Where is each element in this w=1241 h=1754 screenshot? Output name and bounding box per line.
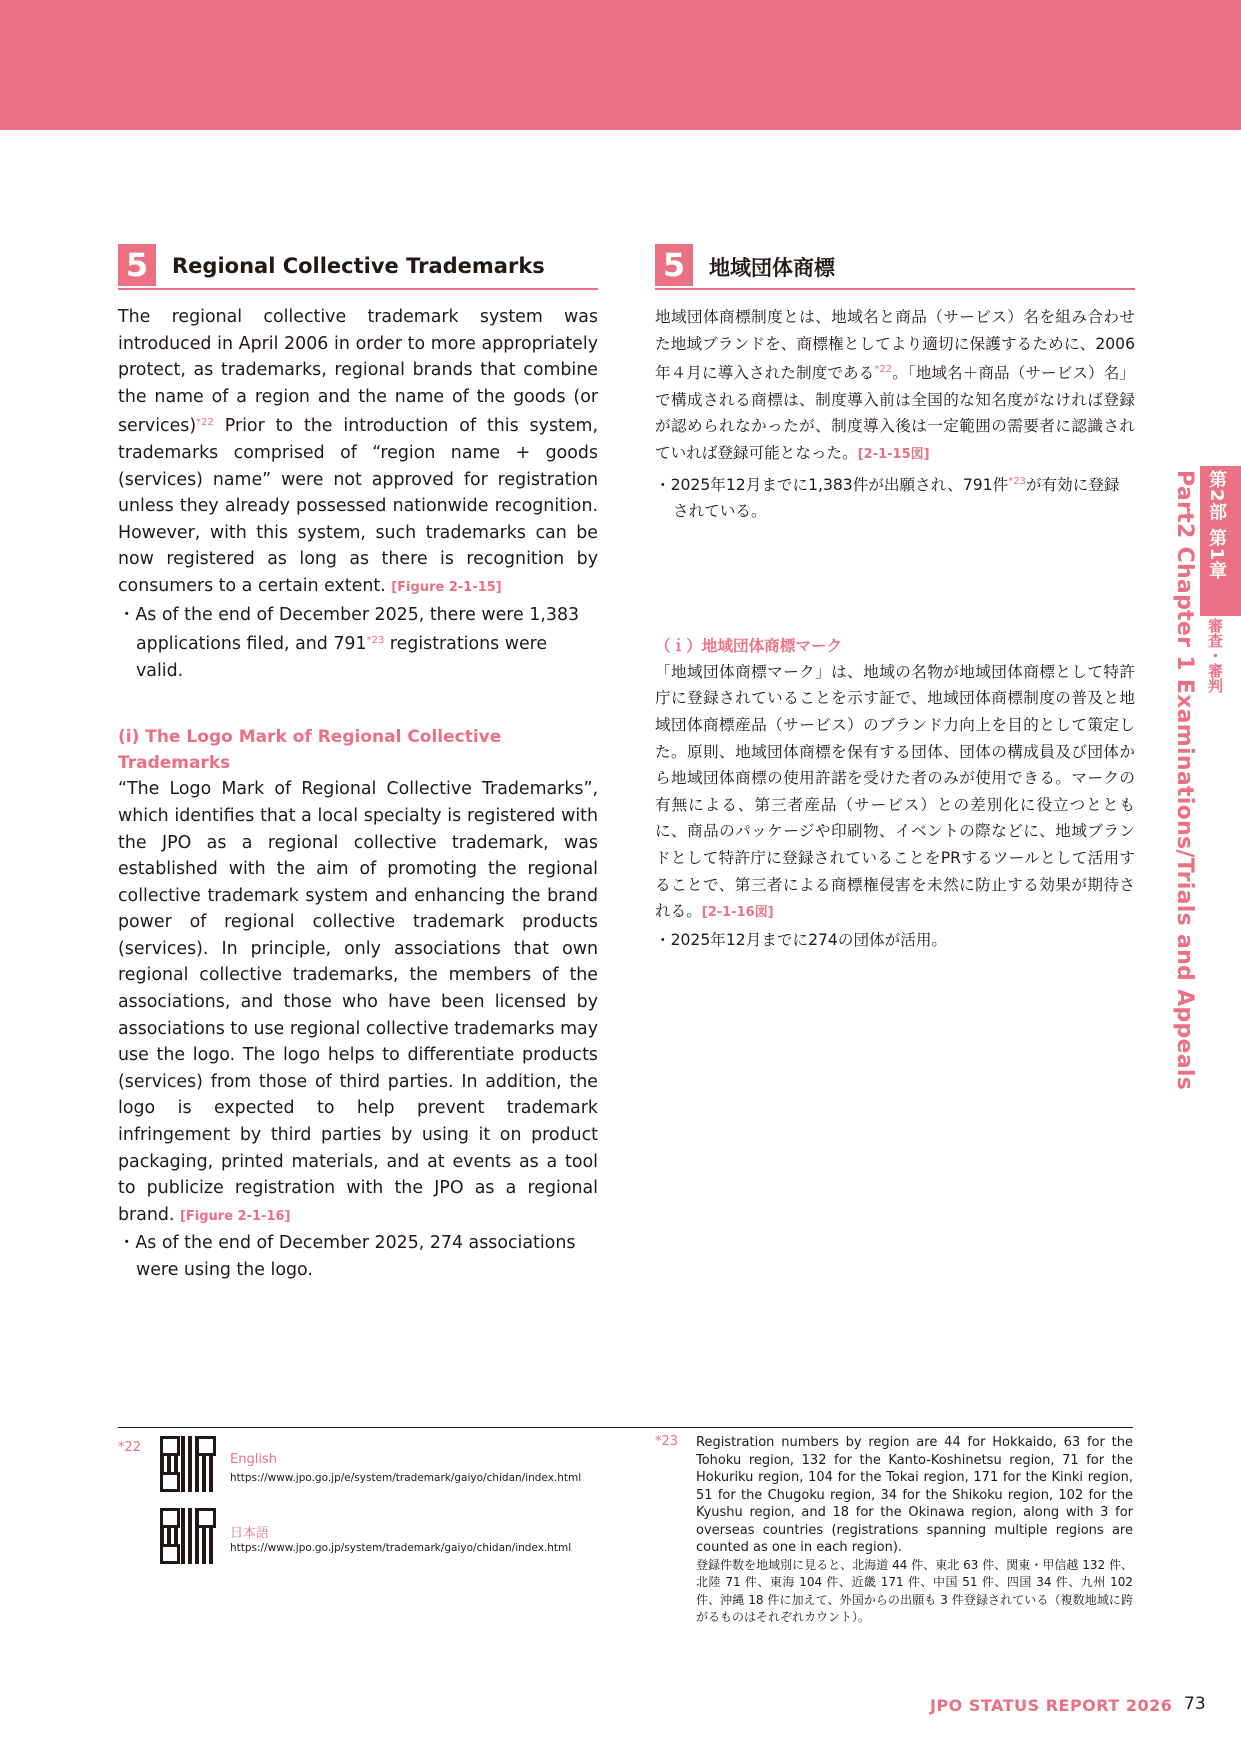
section-heading [118,244,598,290]
footnote-ref-22-ja[interactable]: *22 [874,364,893,376]
section-number-badge: 5 [118,244,156,286]
bullet-associations-ja: ・2025年12月までに274の団体が活用。 [655,930,948,949]
logo-mark-text: “The Logo Mark of Regional Collective Trademarks”, which identifies that a local specialty is registered with the JPO as a regional collective trademark, was established with the aim of promoting the regional collective trademark system and enhancing the brand power of regional collective trademark products (services). In principle, only associations that own regional collective trademarks, the members of the associations, and those who have been licensed by associations to use regional collective trademarks may use the logo. The logo helps to differentiate products (services) from those of third parties. In addition, the logo is expected to help prevent trademark infringement by third parties by using it on product packaging, printed materials, and at events as a tool to publicize registration with the JPO as a regional brand. [118,779,598,1225]
footnote-ref-23-ja[interactable]: *23 [1008,475,1026,487]
bullet-text-ja: ・2025年12月までに1,383件が出願され、791件 [655,475,1009,494]
footnote-22-mark [118,1436,141,1455]
bullet-text-2-ja: が有効に登録されている。 [673,475,1120,521]
footnote-ref-23[interactable]: *23 [366,635,385,647]
figure-ref-2-1-16[interactable]: [Figure 2-1-16] [179,1208,291,1224]
footnote-ref-22[interactable]: *22 [196,417,214,429]
logo-mark-text-ja: 「地域団体商標マーク」は、地域の名物が地域団体商標として特許庁に登録されていることを示す証で、地域団体商標制度の普及と地域団体商標産品（サービス）のブランド力向上を目的として策定した。原則、地域団体商標を保有する団体、団体の構成員及び団体から地域団体商標の使用許諾を受けた者のみが使用できる。マークの有無による、第三者産品（サービス）との差別化に役立つとともに、商品のパッケージや印刷物、イベントの際などに、地域ブランドとして特許庁に登録されていることをPRするツールとして活用することで、第三者による商標権侵害を未然に防止する効果が期待される。 [655,662,1135,921]
english-column [118,244,598,1284]
footnote-23-number: *23 [655,1434,679,1449]
footnote-22-japanese-url[interactable]: https://www.jpo.go.jp/system/trademark/gaiyo/chidan/index.html [230,1542,572,1554]
intro-text-ja: 地域団体商標制度とは、地域名と商品（サービス）名を組み合わせた地域ブランドを、商標権としてより適切に保護するために、2006年４月に導入された制度である [655,308,1135,383]
intro-paragraph-ja [655,304,1135,469]
section-title: Regional Collective Trademarks [172,254,545,278]
intro-text-2: Prior to the introduction of this system, trademarks comprised of “region name + goods (services) name” were not approved for registration unless they already possessed nationwide recognition. However, with this system, such trademarks can be now registered as long as there is recognition by consumers to a certain extent. [118,416,598,596]
side-tab-english: Part2 Chapter 1 Examinations/Trials and Appeals [1172,470,1197,1091]
figure-ref-2-1-15-ja[interactable]: [2-1-15図] [857,446,930,462]
intro-text: The regional collective trademark system was introduced in April 2006 in order to more appropriately protect, as trademarks, regional brands that combine the name of a region and the name of the goods (or services) [118,307,598,437]
logo-mark-subsection-ja [655,633,1135,954]
section-heading-ja [655,244,1135,290]
logo-mark-paragraph-ja [655,659,1135,927]
footnote-22-english-url[interactable]: https://www.jpo.go.jp/e/system/trademark/gaiyo/chidan/index.html [230,1472,582,1484]
qr-code-japanese-icon[interactable] [160,1508,216,1564]
intro-text-2-ja: 。「地域名＋商品（サービス）名」で構成される商標は、制度導入前は全国的な知名度がなければ登録が認められなかったが、制度導入後は一定範囲の需要者に認識されていれば登録可能となった。 [655,364,1135,462]
footnote-divider [118,1427,1133,1428]
page-number: 73 [1184,1694,1206,1714]
figure-ref-2-1-15[interactable]: [Figure 2-1-15] [391,579,502,595]
intro-paragraph [118,304,598,602]
bullet-text-2: registrations were valid. [136,634,548,681]
bullet-text: ・As of the end of December 2025, there were 1,383 applications filed, and 791 [118,604,580,655]
subsection-heading-ja: （ｉ）地域団体商標マーク [655,636,843,655]
footnote-22-english-label: English [230,1452,277,1467]
subsection-heading: (i) The Logo Mark of Regional Collective Trademarks [118,727,502,774]
qr-code-english-icon[interactable] [160,1436,216,1492]
bullet-applications-ja [655,469,1135,525]
side-tab-chapter-jp: 審査・審判 [1206,618,1224,693]
bullet-associations: ・As of the end of December 2025, 274 associations were using the logo. [118,1233,576,1280]
logo-mark-subsection [118,724,598,1283]
side-tab-part-jp: 第2部 第1章 [1206,470,1227,581]
footnote-22-number: *22 [118,1440,142,1455]
header-band [0,0,1241,130]
footnote-23-english: Registration numbers by region are 44 for Hokkaido, 63 for the Tohoku region, 132 for the Kanto-Koshinetsu region, 71 for the Hokuriku region, 104 for the Tokai region, 171 for the Kinki region, 51 for the Chugoku region, 34 for the Shikoku region, 102 for the Kyushu region, and 18 for the Okinawa region, along with 3 for overseas countries (registrations spanning multiple regions are counted as one in each region). [696,1435,1133,1555]
footnote-23-text [696,1434,1133,1627]
logo-mark-paragraph [118,776,598,1230]
footnote-22-japanese-label: 日本語 [230,1526,270,1541]
footnote-23-japanese: 登録件数を地域別に見ると、北海道 44 件、東北 63 件、関東・甲信越 132 件、北陸 71 件、東海 104 件、近畿 171 件、中国 51 件、四国 34 件、九州 102 件、沖縄 18 件に加えて、外国からの出願も 3 件登録されている（複数地域に跨がるものはそれぞれカウント）。 [696,1557,1133,1624]
section-title-ja: 地域団体商標 [709,256,835,280]
report-title: JPO STATUS REPORT 2026 [930,1696,1173,1715]
bullet-applications [118,602,598,685]
figure-ref-2-1-16-ja[interactable]: [2-1-16図] [701,905,774,921]
japanese-column [655,244,1135,953]
section-number-badge-ja: 5 [655,244,693,286]
